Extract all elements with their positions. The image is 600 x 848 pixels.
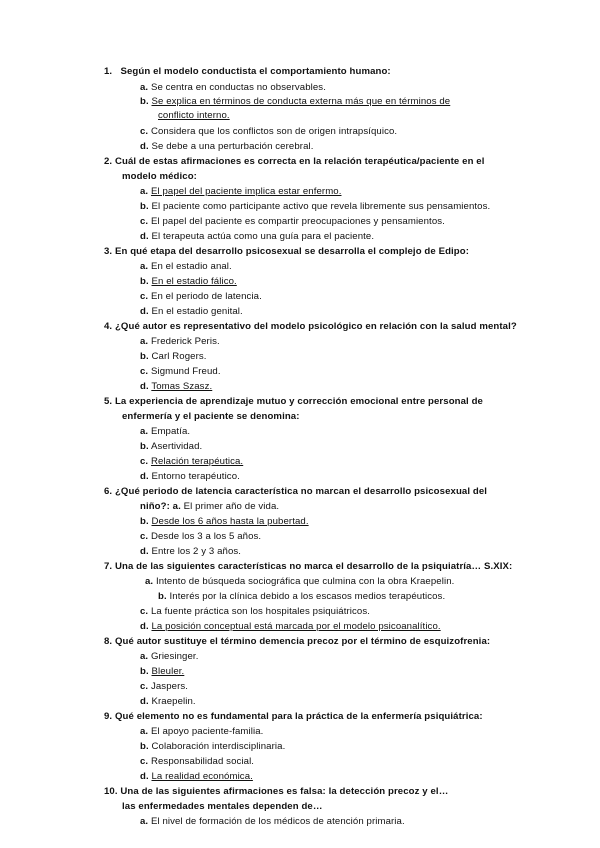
- question-number: 4.: [104, 321, 113, 332]
- question-6-text-cont: [140, 501, 279, 512]
- question-stem: Cuál de estas afirmaciones es correcta en la relación terapéutica/paciente en el: [114, 156, 485, 167]
- option-text: Frederick Peris.: [150, 336, 220, 347]
- question-number: 6.: [104, 486, 113, 497]
- option-label: d.: [140, 546, 149, 557]
- option-label: a.: [140, 726, 149, 737]
- option-4a: [140, 336, 220, 347]
- option-text: Griesinger.: [150, 651, 199, 662]
- option-text: El primer año de vida.: [183, 501, 280, 512]
- option-2b: [140, 201, 490, 212]
- option-label: c.: [140, 756, 149, 767]
- option-text: En el periodo de latencia.: [150, 291, 262, 302]
- option-text: Interés por la clínica debido a los escasos medios terapéuticos.: [169, 591, 446, 602]
- option-text: El terapeuta actúa como una guía para el paciente.: [151, 231, 375, 242]
- option-text: Carl Rogers.: [151, 351, 207, 362]
- option-9d: [140, 771, 253, 782]
- option-text: La fuente práctica son los hospitales psiquiátricos.: [150, 606, 371, 617]
- option-5b: [140, 441, 202, 452]
- option-1c: [140, 126, 397, 137]
- question-10-text-cont: las enfermedades mentales dependen de…: [122, 801, 323, 812]
- question-2-text-cont: modelo médico:: [122, 171, 197, 182]
- question-stem: Una de las siguientes características no marca el desarrollo de la psiquiatría… S.XIX:: [114, 561, 513, 572]
- option-text: Responsabilidad social.: [150, 756, 255, 767]
- option-3c: [140, 291, 262, 302]
- option-label: a.: [140, 651, 149, 662]
- question-number: 2.: [104, 156, 113, 167]
- question-9-text: [104, 711, 483, 722]
- option-label: b.: [140, 351, 149, 362]
- option-text: Entorno terapéutico.: [151, 471, 240, 482]
- option-text: El paciente como participante activo que revela libremente sus pensamientos.: [151, 201, 491, 212]
- option-text: Desde los 3 a los 5 años.: [150, 531, 262, 542]
- option-1b: [140, 96, 450, 107]
- question-10-text: [104, 786, 448, 797]
- option-label: a.: [140, 336, 149, 347]
- question-3-text: [104, 246, 469, 257]
- option-label: b.: [140, 741, 149, 752]
- question-stem: ¿Qué autor es representativo del modelo psicológico en relación con la salud mental?: [114, 321, 517, 332]
- option-text: La realidad económica.: [151, 771, 253, 782]
- option-text: Jaspers.: [150, 681, 189, 692]
- option-text: Relación terapéutica.: [150, 456, 244, 467]
- question-stem: La experiencia de aprendizaje mutuo y corrección emocional entre personal de: [114, 396, 483, 407]
- option-label: d.: [140, 771, 149, 782]
- option-8d: [140, 696, 196, 707]
- question-4-text: [104, 321, 517, 332]
- question-number: 7.: [104, 561, 113, 572]
- option-4b: [140, 351, 207, 362]
- option-label: b.: [140, 96, 149, 107]
- option-text: La posición conceptual está marcada por el modelo psicoanalítico.: [151, 621, 441, 632]
- option-text: En el estadio anal.: [150, 261, 232, 272]
- option-text: Se debe a una perturbación cerebral.: [151, 141, 314, 152]
- question-number: 3.: [104, 246, 113, 257]
- question-stem: En qué etapa del desarrollo psicosexual se desarrolla el complejo de Edipo:: [114, 246, 470, 257]
- option-label: a.: [140, 816, 149, 827]
- option-1b-continuation: conflicto interno.: [158, 110, 230, 121]
- option-5d: [140, 471, 240, 482]
- question-number: 5.: [104, 396, 113, 407]
- question-number: 1.: [104, 66, 113, 77]
- option-7b: [158, 591, 445, 602]
- option-text: El nivel de formación de los médicos de atención primaria.: [150, 816, 405, 827]
- option-text: En el estadio fálico.: [151, 276, 237, 287]
- option-3d: [140, 306, 243, 317]
- option-6c: [140, 531, 261, 542]
- option-label: c.: [140, 531, 149, 542]
- option-label: d.: [140, 381, 149, 392]
- option-text: Considera que los conflictos son de origen intrapsíquico.: [150, 126, 398, 137]
- option-text: Entre los 2 y 3 años.: [151, 546, 242, 557]
- option-7a: [145, 576, 454, 587]
- option-label: b.: [140, 201, 149, 212]
- option-label: d.: [140, 141, 149, 152]
- option-text: Kraepelin.: [151, 696, 196, 707]
- option-label: a.: [172, 501, 181, 512]
- option-label: a.: [140, 261, 149, 272]
- question-stem: Qué autor sustituye el término demencia precoz por el término de esquizofrenia:: [114, 636, 491, 647]
- option-text: Asertividad.: [150, 441, 203, 452]
- option-label: c.: [140, 216, 149, 227]
- option-label: d.: [140, 306, 149, 317]
- option-label: b.: [158, 591, 167, 602]
- question-stem: ¿Qué periodo de latencia característica no marcan el desarrollo psicosexual del: [114, 486, 488, 497]
- option-6d: [140, 546, 241, 557]
- option-3a: [140, 261, 232, 272]
- option-4d: [140, 381, 212, 392]
- option-label: b.: [140, 276, 149, 287]
- option-text: El papel del paciente es compartir preocupaciones y pensamientos.: [150, 216, 445, 227]
- option-5a: [140, 426, 190, 437]
- option-text: Intento de búsqueda sociográfica que culmina con la obra Kraepelin.: [155, 576, 455, 587]
- question-2-text: [104, 156, 485, 167]
- option-label: c.: [140, 681, 149, 692]
- option-text: Bleuler.: [151, 666, 185, 677]
- option-8a: [140, 651, 198, 662]
- question-stem: Según el modelo conductista el comportamiento humano:: [120, 66, 391, 77]
- option-label: d.: [140, 696, 149, 707]
- option-2c: [140, 216, 445, 227]
- option-label: b.: [140, 666, 149, 677]
- option-5c: [140, 456, 243, 467]
- option-text: Se centra en conductas no observables.: [150, 82, 326, 93]
- option-6b: [140, 516, 309, 527]
- option-8c: [140, 681, 188, 692]
- option-label: a.: [140, 426, 149, 437]
- option-8b: [140, 666, 184, 677]
- option-text: Desde los 6 años hasta la pubertad.: [151, 516, 309, 527]
- option-4c: [140, 366, 221, 377]
- option-text: El papel del paciente implica estar enfermo.: [150, 186, 342, 197]
- question-stem: Qué elemento no es fundamental para la práctica de la enfermería psiquiátrica:: [114, 711, 483, 722]
- question-number: 8.: [104, 636, 113, 647]
- option-7d: [140, 621, 441, 632]
- option-label: d.: [140, 621, 149, 632]
- question-stem: Una de las siguientes afirmaciones es falsa: la detección precoz y el…: [120, 786, 449, 797]
- option-text: Se explica en términos de conducta externa más que en términos de: [151, 96, 451, 107]
- option-1d: [140, 141, 314, 152]
- option-label: c.: [140, 291, 149, 302]
- option-2d: [140, 231, 374, 242]
- question-5-text-cont: enfermería y el paciente se denomina:: [122, 411, 300, 422]
- option-label: a.: [145, 576, 154, 587]
- option-7c: [140, 606, 370, 617]
- option-label: c.: [140, 126, 149, 137]
- option-text: Sigmund Freud.: [150, 366, 221, 377]
- option-3b: [140, 276, 237, 287]
- option-10a: [140, 816, 405, 827]
- option-label: b.: [140, 441, 149, 452]
- option-9b: [140, 741, 285, 752]
- option-1a: [140, 82, 326, 93]
- option-label: d.: [140, 231, 149, 242]
- question-7-text: [104, 561, 512, 572]
- option-9a: [140, 726, 263, 737]
- question-1-text: [104, 66, 391, 77]
- option-text: Empatía.: [150, 426, 191, 437]
- question-number: 9.: [104, 711, 113, 722]
- option-label: c.: [140, 456, 149, 467]
- option-label: c.: [140, 606, 149, 617]
- option-label: b.: [140, 516, 149, 527]
- option-label: c.: [140, 366, 149, 377]
- option-text: En el estadio genital.: [151, 306, 243, 317]
- question-number: 10.: [104, 786, 118, 797]
- question-6-text: [104, 486, 487, 497]
- option-text: El apoyo paciente-familia.: [150, 726, 264, 737]
- option-text: Colaboración interdisciplinaria.: [151, 741, 286, 752]
- option-9c: [140, 756, 254, 767]
- question-stem-cont: niño?:: [140, 501, 170, 512]
- option-2a: [140, 186, 341, 197]
- question-5-text: [104, 396, 483, 407]
- option-label: d.: [140, 471, 149, 482]
- option-label: a.: [140, 186, 149, 197]
- option-label: a.: [140, 82, 149, 93]
- question-8-text: [104, 636, 490, 647]
- option-text: Tomas Szasz.: [151, 381, 213, 392]
